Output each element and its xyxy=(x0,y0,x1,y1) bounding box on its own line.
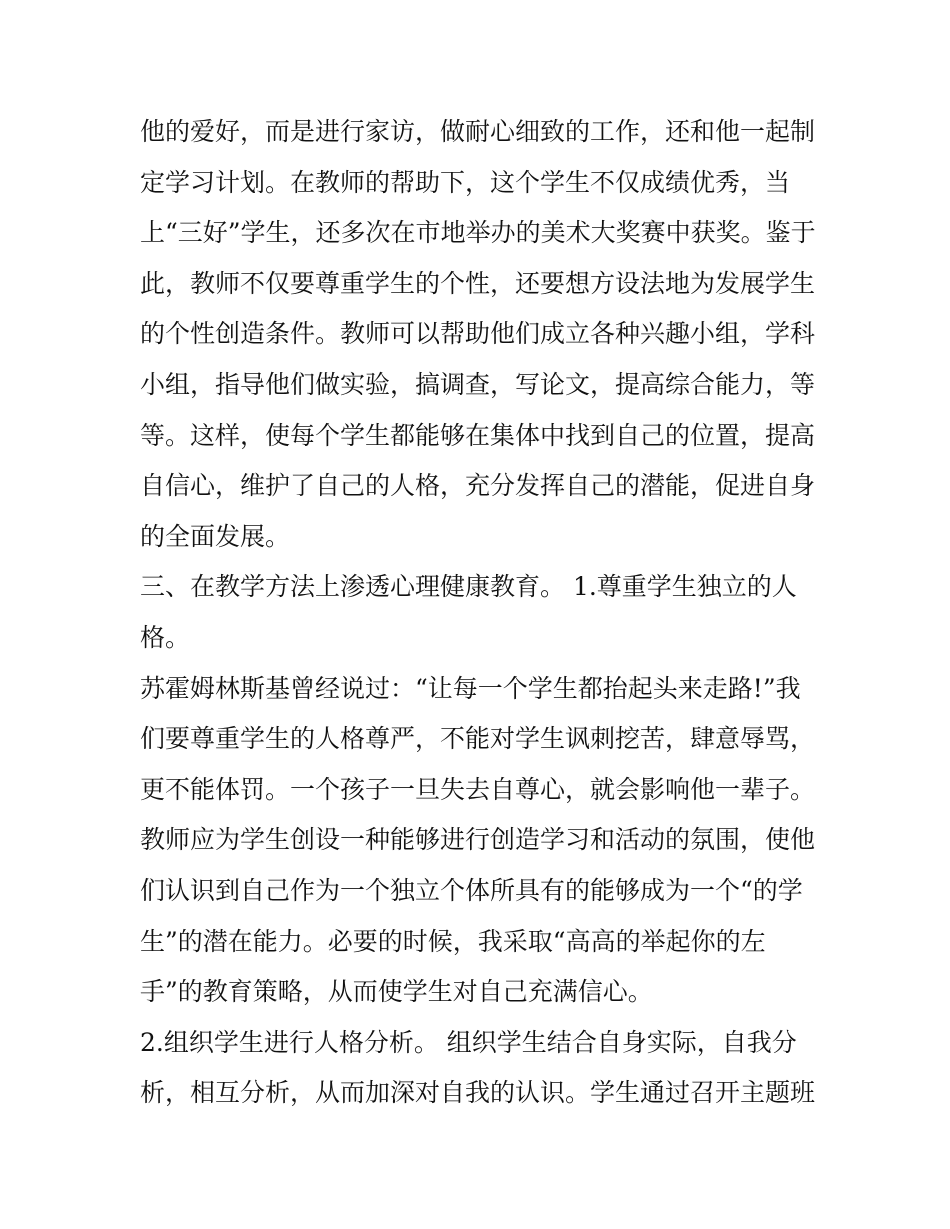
text-line: 生”的潜在能力。必要的时候，我采取“高高的举起你的左 xyxy=(140,926,766,956)
text-line: 的个性创造条件。教师可以帮助他们成立各种兴趣小组，学科 xyxy=(140,319,816,349)
text-line: 此，教师不仅要尊重学生的个性，还要想方设法地为发展学生 xyxy=(140,268,816,298)
text-line: 们认识到自己作为一个独立个体所具有的能够成为一个“的学 xyxy=(140,875,803,905)
text-line: 更不能体罚。一个孩子一旦失去自尊心，就会影响他一辈子。 xyxy=(140,774,816,804)
text-line: 苏霍姆林斯基曾经说过：“让每一个学生都抬起头来走路!”我 xyxy=(140,673,801,703)
text-line: 定学习计划。在教师的帮助下，这个学生不仅成绩优秀，当 xyxy=(140,167,791,197)
text-line: 的全面发展。 xyxy=(140,521,291,551)
text-line: 手”的教育策略，从而使学生对自己充满信心。 xyxy=(140,977,653,1007)
text-line: 们要尊重学生的人格尊严，不能对学生讽刺挖苦，肆意辱骂， xyxy=(140,724,816,754)
text-line: 析，相互分析，从而加深对自我的认识。学生通过召开主题班 xyxy=(140,1078,816,1108)
text-line: 格。 xyxy=(140,622,191,652)
text-line: 上“三好”学生，还多次在市地举办的美术大奖赛中获奖。鉴于 xyxy=(140,218,816,248)
text-line: 自信心，维护了自己的人格，充分发挥自己的潜能，促进自身 xyxy=(140,471,816,501)
subsection-heading-line: 2.组织学生进行人格分析。 组织学生结合自身实际，自我分 xyxy=(140,1027,797,1057)
body-text xyxy=(140,107,820,1119)
text-line: 他的爱好，而是进行家访，做耐心细致的工作，还和他一起制 xyxy=(140,117,816,146)
text-line: 教师应为学生创设一种能够进行创造学习和活动的氛围，使他 xyxy=(140,825,816,855)
text-line: 等。这样，使每个学生都能够在集体中找到自己的位置，提高 xyxy=(140,420,816,450)
section-heading-line: 三、在教学方法上渗透心理健康教育。 1.尊重学生独立的人 xyxy=(140,572,797,602)
text-line: 小组，指导他们做实验，搞调查，写论文，提高综合能力，等 xyxy=(140,369,816,399)
